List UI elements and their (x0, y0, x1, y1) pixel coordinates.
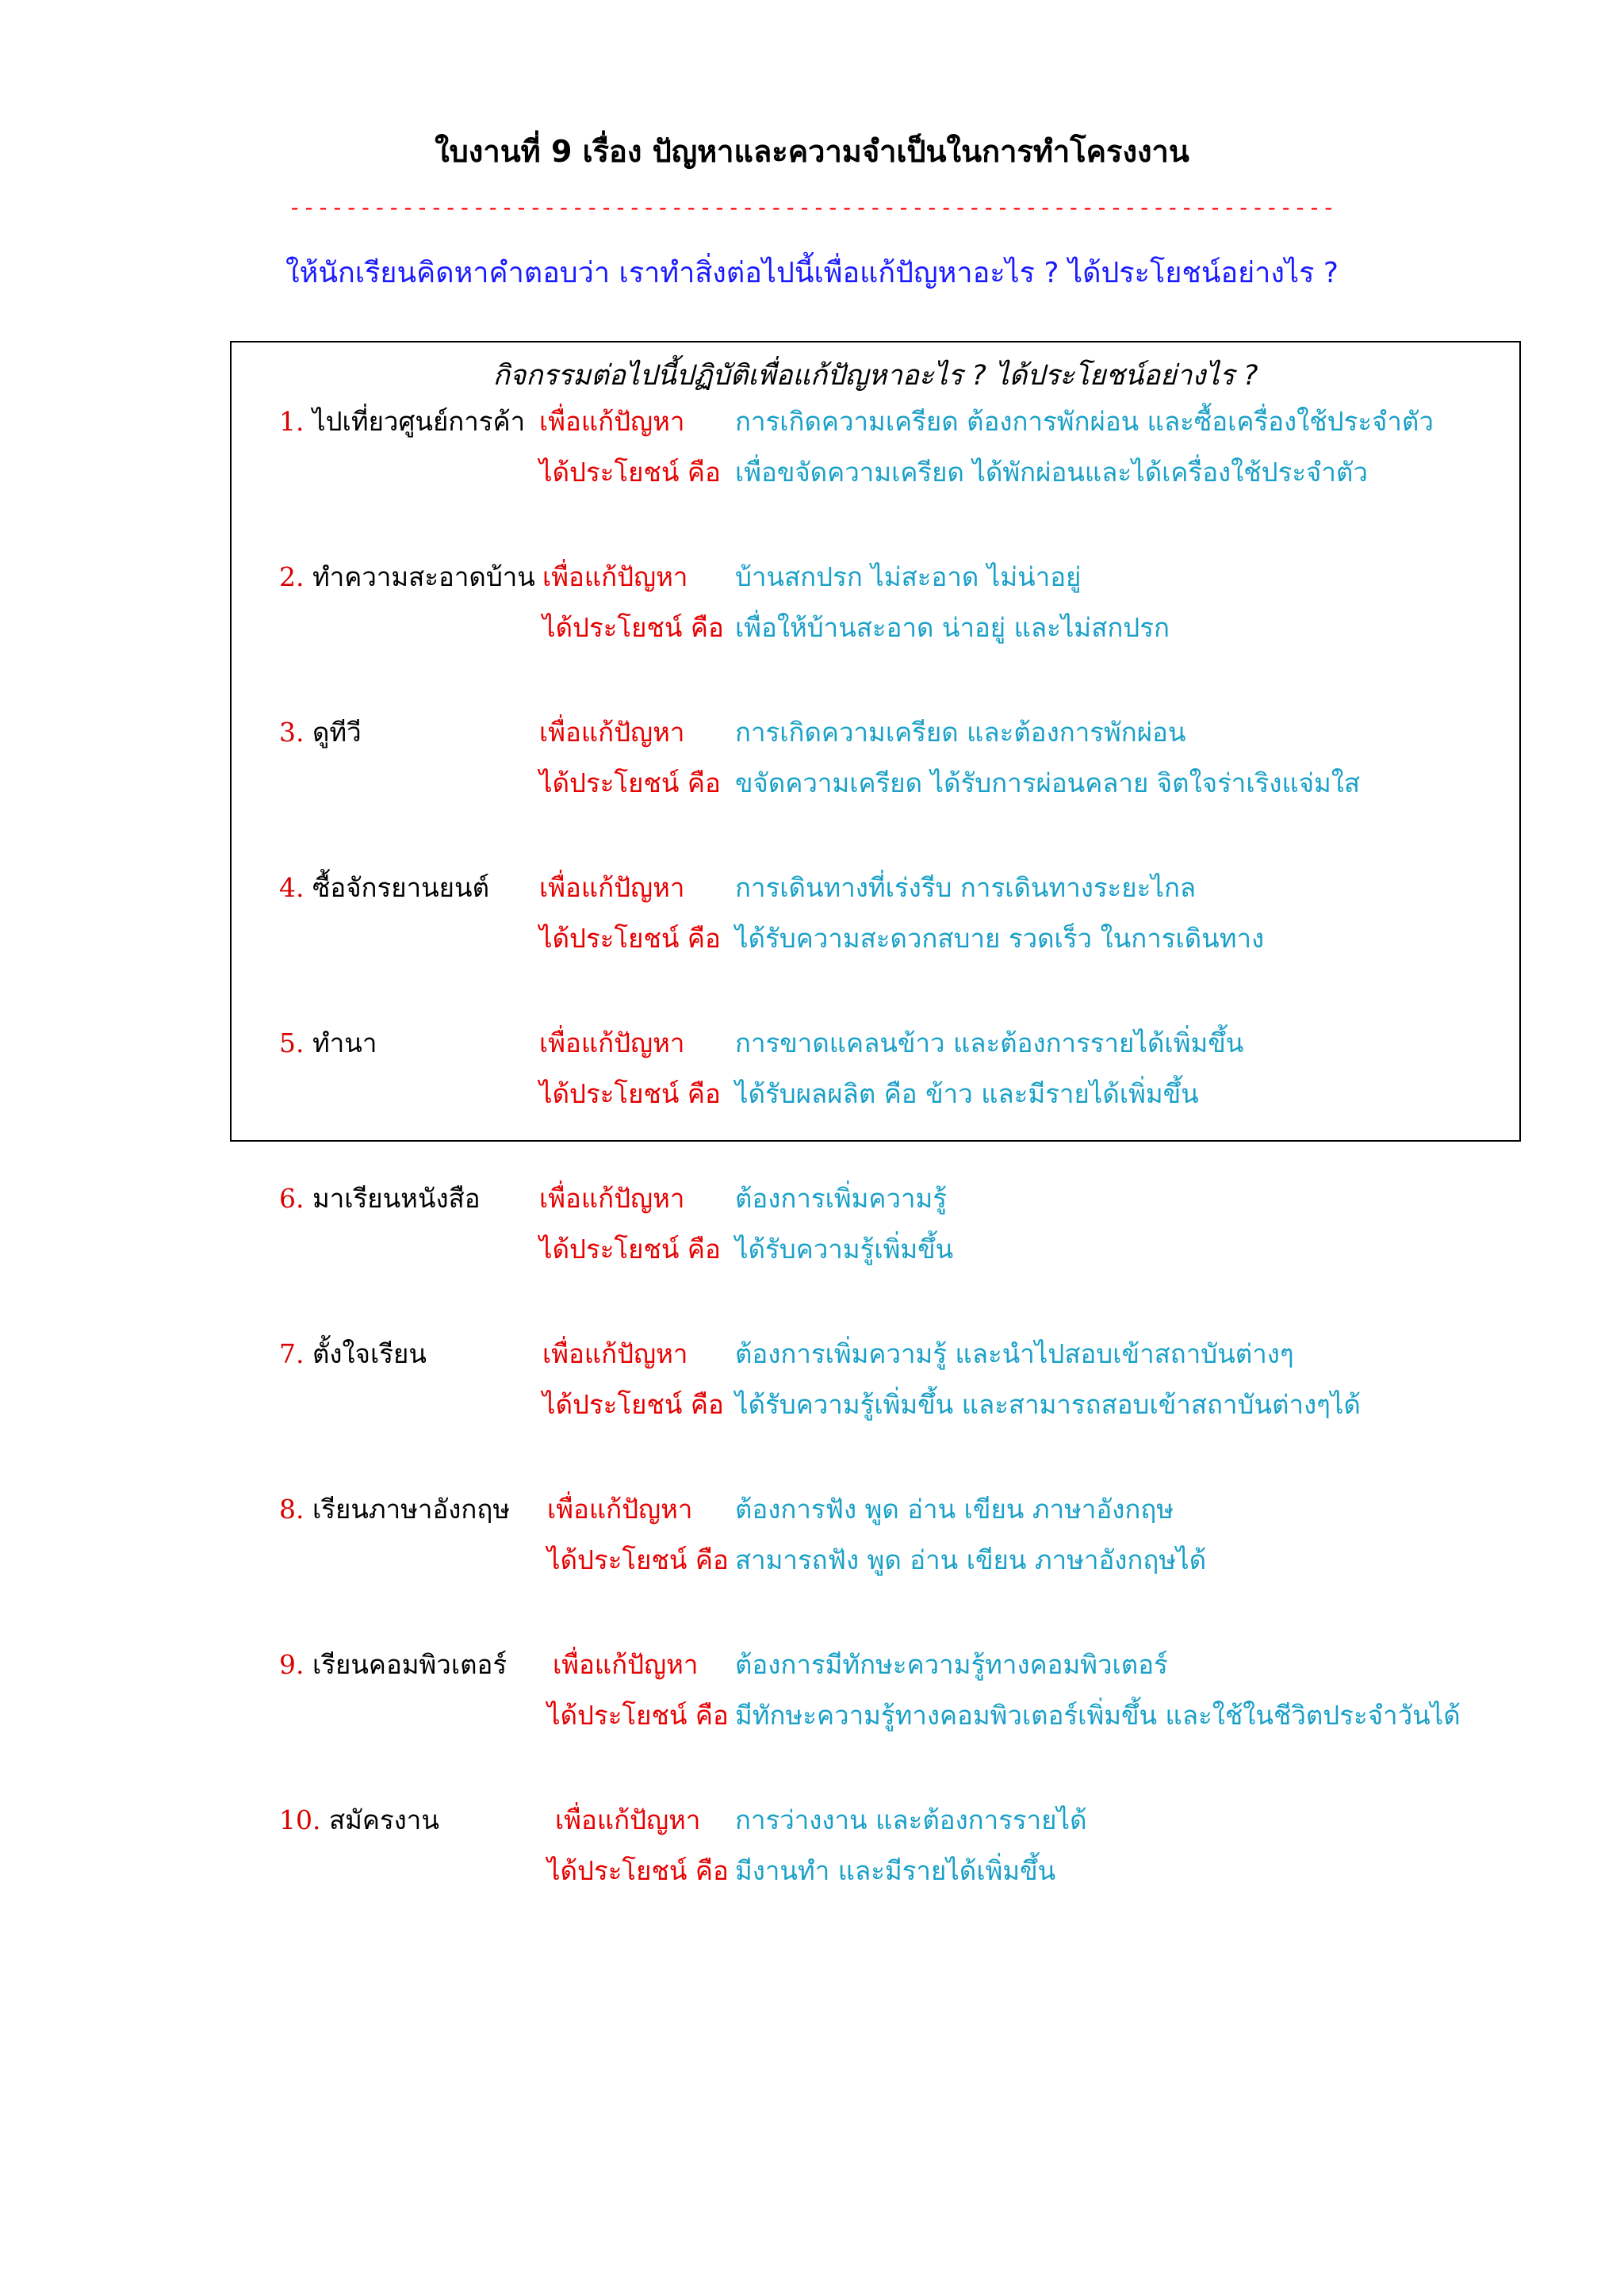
problem-answer: บ้านสกปรก ไม่สะอาด ไม่น่าอยู่ (735, 561, 1082, 592)
item-heading (279, 717, 362, 748)
item-number: 4. (279, 872, 304, 903)
problem-label: เพื่อแก้ปัญหา (539, 872, 685, 903)
problem-label: เพื่อแก้ปัญหา (542, 1338, 688, 1369)
activity-name: เรียนภาษาอังกฤษ (312, 1494, 511, 1525)
activity-item-10 (232, 1804, 1519, 1908)
activity-name: สมัครงาน (328, 1804, 439, 1835)
problem-label: เพื่อแก้ปัญหา (553, 1649, 699, 1680)
item-number: 3. (279, 717, 304, 748)
benefit-label: ได้ประโยชน์ คือ (539, 1234, 721, 1265)
problem-answer: การเกิดความเครียด และต้องการพักผ่อน (735, 717, 1186, 748)
problem-label: เพื่อแก้ปัญหา (539, 406, 685, 437)
activity-name: ทำนา (312, 1027, 377, 1058)
item-heading (279, 872, 489, 904)
problem-label: เพื่อแก้ปัญหา (539, 717, 685, 748)
benefit-label: ได้ประโยชน์ คือ (547, 1855, 729, 1886)
problem-answer: การเกิดความเครียด ต้องการพักผ่อน และซื้อเครื่องใช้ประจำตัว (735, 406, 1434, 437)
activity-item-8 (232, 1494, 1519, 1597)
benefit-label: ได้ประโยชน์ คือ (542, 612, 724, 643)
item-heading (279, 1804, 439, 1836)
benefit-label: ได้ประโยชน์ คือ (539, 767, 721, 798)
item-number: 2. (279, 561, 304, 592)
activity-item-9 (232, 1649, 1519, 1752)
problem-answer: การเดินทางที่เร่งรีบ การเดินทางระยะไกล (735, 872, 1197, 903)
problem-answer: การว่างงาน และต้องการรายได้ (735, 1804, 1087, 1835)
activity-name: ดูทีวี (312, 717, 362, 748)
activity-item-1 (232, 406, 1519, 509)
problem-label: เพื่อแก้ปัญหา (539, 1027, 685, 1058)
problem-label: เพื่อแก้ปัญหา (542, 561, 688, 592)
item-number: 9. (279, 1649, 304, 1680)
benefit-label: ได้ประโยชน์ คือ (539, 457, 721, 488)
dashed-divider: -------------------------------------------------------------------------- (288, 194, 1336, 220)
benefit-answer: ได้รับผลผลิต คือ ข้าว และมีรายได้เพิ่มขึ้น (735, 1078, 1199, 1109)
activity-name: ไปเที่ยวศูนย์การค้า (312, 406, 526, 437)
item-number: 1. (279, 406, 304, 437)
item-number: 10. (279, 1804, 321, 1835)
item-heading (279, 1027, 377, 1059)
benefit-answer: ขจัดความเครียด ได้รับการผ่อนคลาย จิตใจร่าเริงแจ่มใส (735, 767, 1361, 798)
worksheet-title: ใบงานที่ 9 เรื่อง ปัญหาและความจำเป็นในการทำโครงงาน (435, 134, 1189, 169)
benefit-answer: มีทักษะความรู้ทางคอมพิวเตอร์เพิ่มขึ้น และใช้ในชีวิตประจำวันได้ (735, 1700, 1461, 1731)
item-heading (279, 561, 535, 593)
item-number: 5. (279, 1027, 304, 1058)
activity-item-3 (232, 717, 1519, 820)
benefit-answer: ได้รับความสะดวกสบาย รวดเร็ว ในการเดินทาง (735, 923, 1265, 954)
problem-label: เพื่อแก้ปัญหา (539, 1183, 685, 1214)
benefit-answer: มีงานทำ และมีรายได้เพิ่มขึ้น (735, 1855, 1056, 1886)
benefit-answer: เพื่อให้บ้านสะอาด น่าอยู่ และไม่สกปรก (735, 612, 1170, 643)
benefit-answer: สามารถฟัง พูด อ่าน เขียน ภาษาอังกฤษได้ (735, 1544, 1207, 1575)
problem-label: เพื่อแก้ปัญหา (555, 1804, 701, 1835)
benefit-label: ได้ประโยชน์ คือ (539, 1078, 721, 1109)
item-heading (279, 1494, 510, 1525)
activity-name: เรียนคอมพิวเตอร์ (312, 1649, 508, 1680)
benefit-label: ได้ประโยชน์ คือ (547, 1544, 729, 1575)
activity-item-6 (232, 1183, 1519, 1286)
problem-label: เพื่อแก้ปัญหา (547, 1494, 693, 1525)
activity-item-7 (232, 1338, 1519, 1441)
benefit-label: ได้ประโยชน์ คือ (542, 1389, 724, 1420)
item-heading (279, 1183, 481, 1215)
benefit-answer: เพื่อขจัดความเครียด ได้พักผ่อนและได้เครื่องใช้ประจำตัว (735, 457, 1368, 488)
activity-item-4 (232, 872, 1519, 975)
activity-box (230, 341, 1521, 1886)
benefit-answer: ได้รับความรู้เพิ่มขึ้น (735, 1234, 954, 1265)
activity-name: มาเรียนหนังสือ (312, 1183, 481, 1214)
benefit-label: ได้ประโยชน์ คือ (539, 923, 721, 954)
benefit-label: ได้ประโยชน์ คือ (547, 1700, 729, 1731)
box-header: กิจกรรมต่อไปนี้ปฏิบัติเพื่อแก้ปัญหาอะไร ? ได้ประโยชน์อย่างไร ? (492, 360, 1258, 392)
problem-answer: ต้องการเพิ่มความรู้ และนำไปสอบเข้าสถาบันต่างๆ (735, 1338, 1294, 1369)
activity-name: ทำความสะอาดบ้าน (312, 561, 535, 592)
activity-item-2 (232, 561, 1519, 664)
item-number: 7. (279, 1338, 304, 1369)
activity-name: ซื้อจักรยานยนต์ (312, 872, 490, 903)
problem-answer: ต้องการเพิ่มความรู้ (735, 1183, 947, 1214)
instruction-text: ให้นักเรียนคิดหาคำตอบว่า เราทำสิ่งต่อไปนี้เพื่อแก้ปัญหาอะไร ? ได้ประโยชน์อย่างไร ? (285, 257, 1339, 289)
item-heading (279, 406, 525, 438)
problem-answer: การขาดแคลนข้าว และต้องการรายได้เพิ่มขึ้น (735, 1027, 1244, 1058)
item-heading (279, 1649, 507, 1681)
activity-name: ตั้งใจเรียน (312, 1338, 427, 1369)
activity-item-5 (232, 1027, 1519, 1131)
problem-answer: ต้องการมีทักษะความรู้ทางคอมพิวเตอร์ (735, 1649, 1168, 1680)
item-number: 8. (279, 1494, 304, 1525)
item-number: 6. (279, 1183, 304, 1214)
problem-answer: ต้องการฟัง พูด อ่าน เขียน ภาษาอังกฤษ (735, 1494, 1174, 1525)
item-heading (279, 1338, 427, 1370)
benefit-answer: ได้รับความรู้เพิ่มขึ้น และสามารถสอบเข้าสถาบันต่างๆได้ (735, 1389, 1361, 1420)
